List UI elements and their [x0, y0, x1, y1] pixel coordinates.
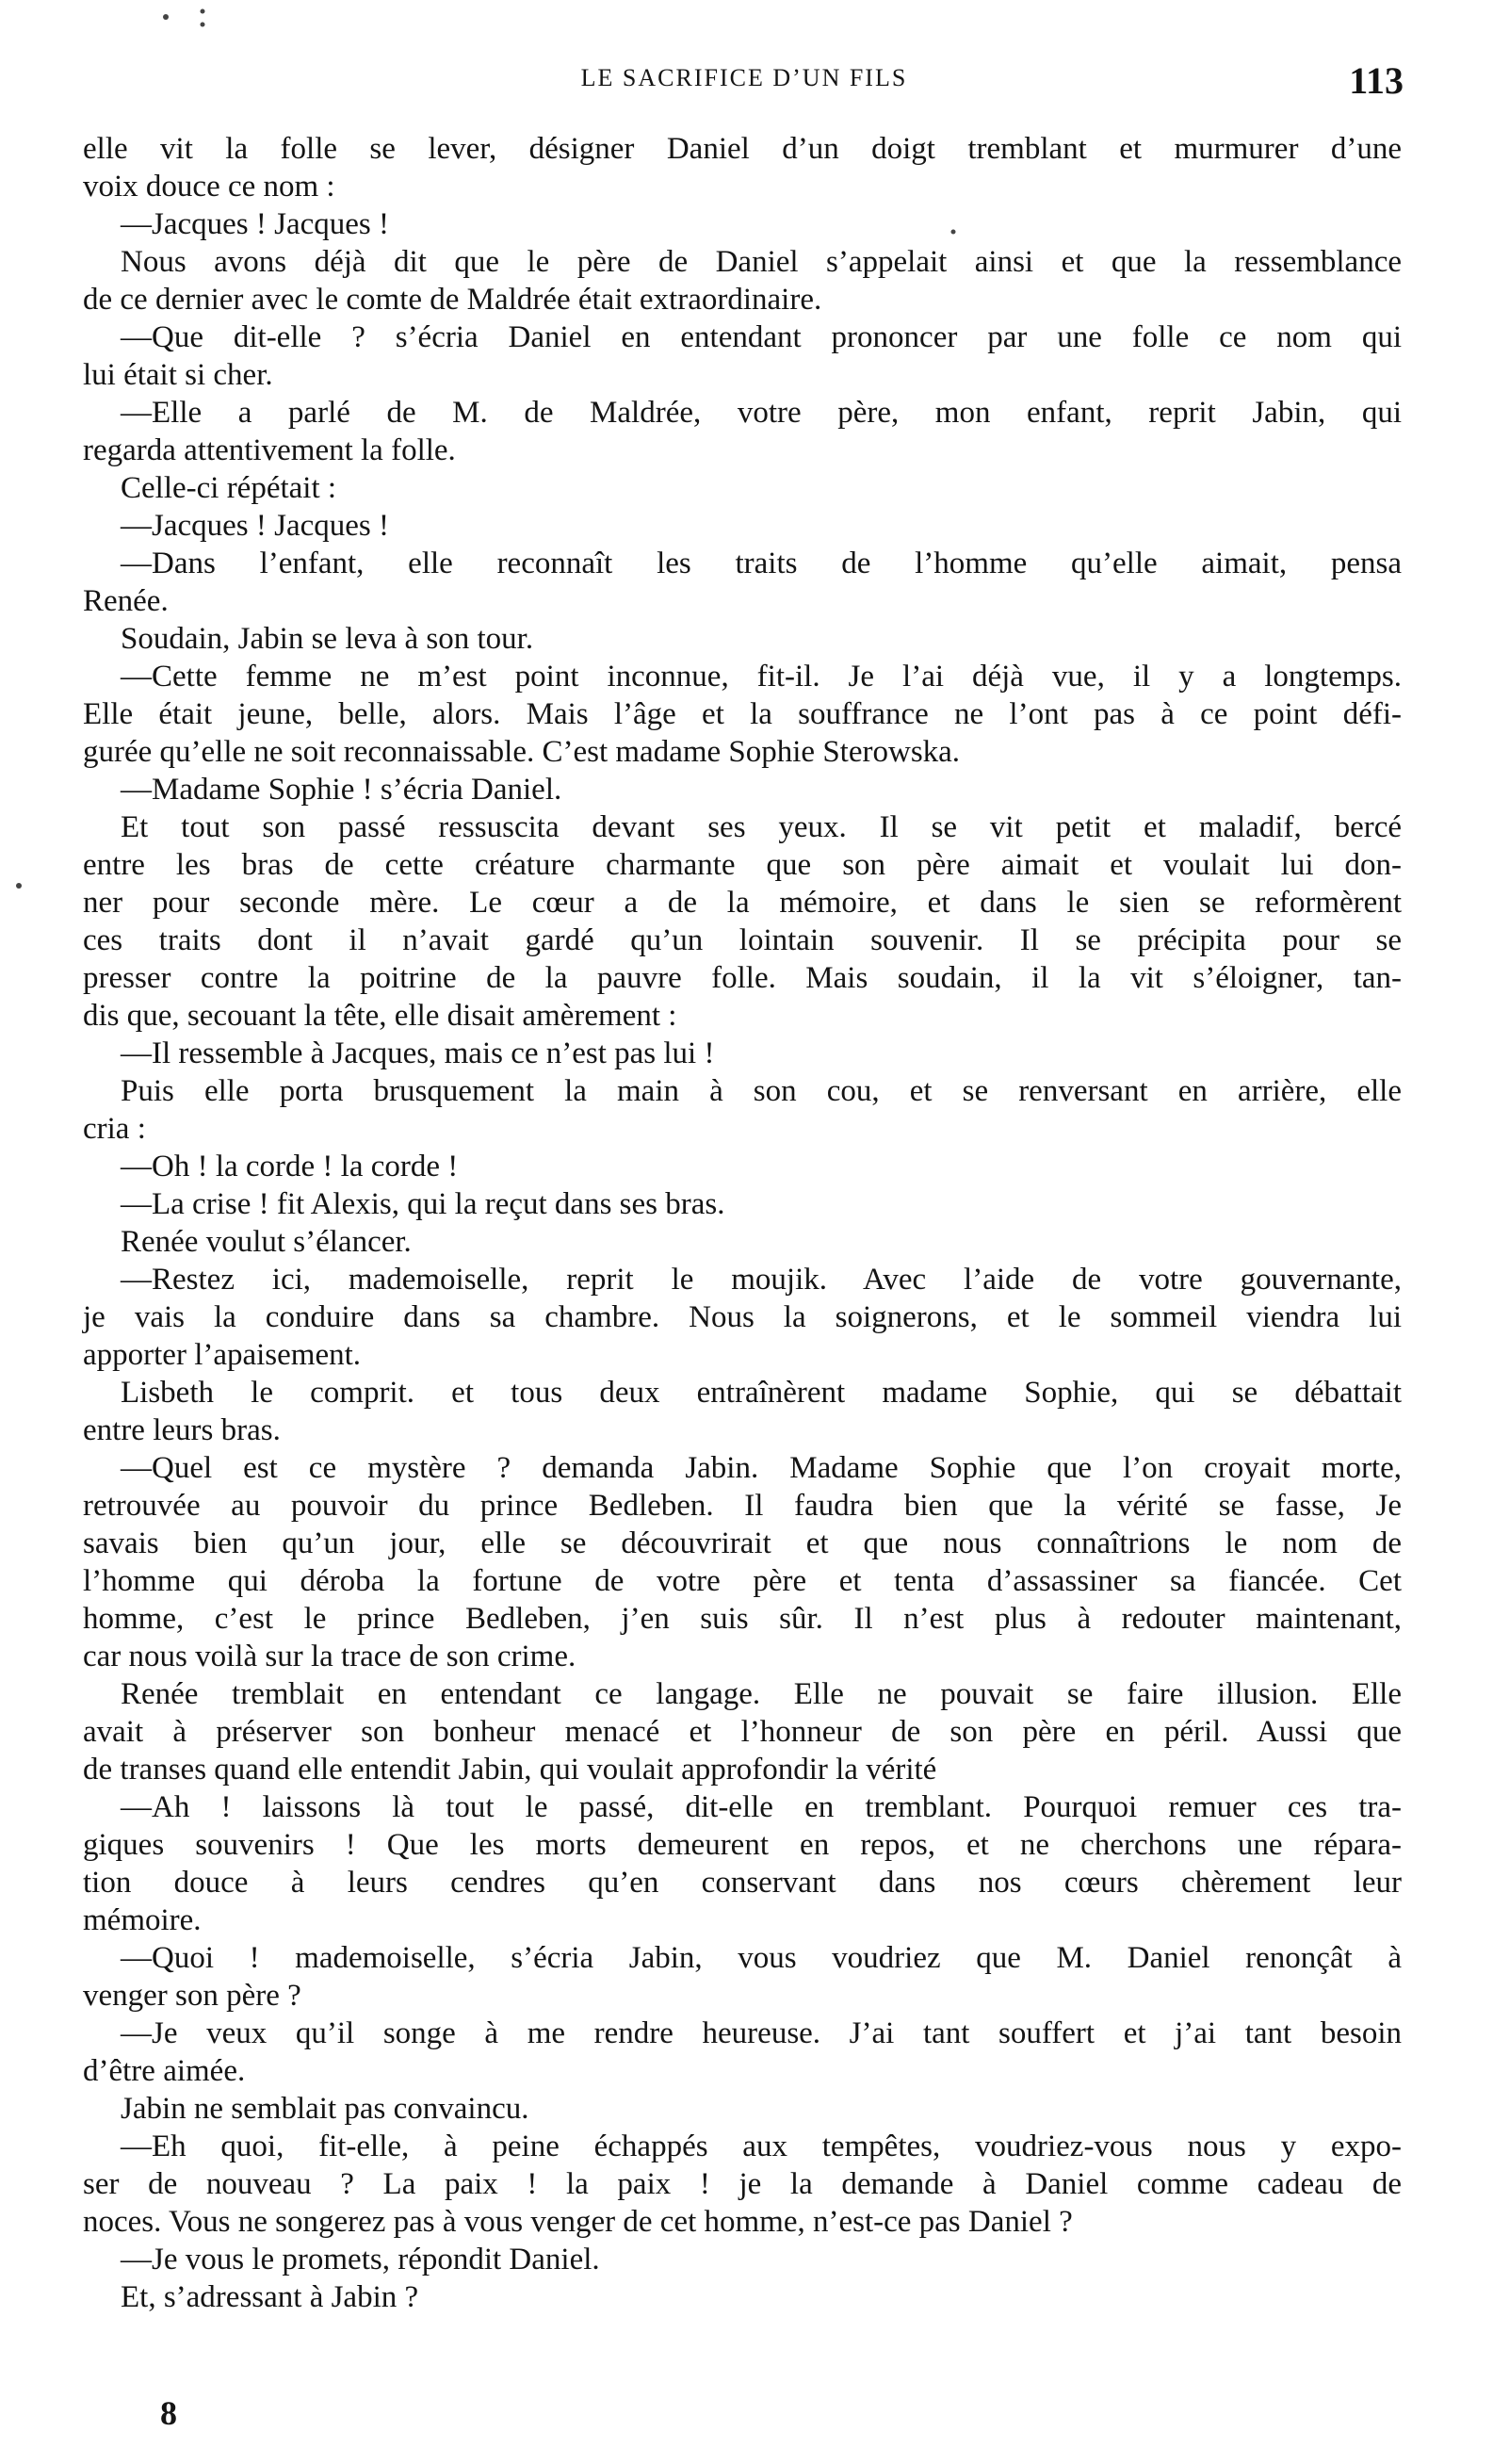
text-line: entre leurs bras.	[83, 1413, 281, 1447]
text-line: —Que dit-elle ? s’écria Daniel en entendant prononcer par une folle ce nom qui	[121, 320, 1402, 354]
text-line: car nous voilà sur la trace de son crime.	[83, 1640, 576, 1673]
text-line: Celle-ci répétait :	[121, 471, 337, 505]
text-line: Renée voulut s’élancer.	[121, 1225, 412, 1259]
ink-speck	[16, 883, 22, 889]
text-line: Jabin ne semblait pas convaincu.	[121, 2092, 529, 2126]
text-line: —Dans l’enfant, elle reconnaît les traits de l’homme qu’elle aimait, pensa	[121, 547, 1402, 580]
page-header	[85, 58, 1404, 107]
text-line: —Oh ! la corde ! la corde !	[121, 1150, 459, 1183]
text-line: —Je veux qu’il songe à me rendre heureuse. J’ai tant souffert et j’ai tant besoin	[121, 2016, 1402, 2050]
text-line: —Jacques ! Jacques !	[121, 207, 389, 241]
text-line: je vais la conduire dans sa chambre. Nous la soignerons, et le sommeil viendra lui	[83, 1300, 1402, 1334]
text-line: Puis elle porta brusquement la main à son cou, et se renversant en arrière, elle	[121, 1074, 1402, 1108]
text-line: gurée qu’elle ne soit reconnaissable. C’est madame Sophie Sterowska.	[83, 735, 961, 769]
text-line: voix douce ce nom :	[83, 170, 335, 204]
text-line: —Ah ! laissons là tout le passé, dit-elle en tremblant. Pourquoi remuer ces tra-	[121, 1790, 1402, 1824]
text-line: lui était si cher.	[83, 358, 273, 392]
text-line: d’être aimée.	[83, 2054, 246, 2088]
text-line: l’homme qui déroba la fortune de votre père et tenta d’assassiner sa fiancée. Cet	[83, 1564, 1402, 1598]
text-line: de ce dernier avec le comte de Maldrée était extraordinaire.	[83, 283, 822, 317]
text-line: —Elle a parlé de M. de Maldrée, votre père, mon enfant, reprit Jabin, qui	[121, 396, 1402, 430]
text-line: —La crise ! fit Alexis, qui la reçut dans ses bras.	[121, 1187, 725, 1221]
text-line: avait à préserver son bonheur menacé et l’honneur de son père en péril. Aussi que	[83, 1715, 1402, 1749]
text-line: —Restez ici, mademoiselle, reprit le moujik. Avec l’aide de votre gouvernante,	[121, 1263, 1402, 1297]
text-line: —Cette femme ne m’est point inconnue, fit-il. Je l’ai déjà vue, il y a longtemps.	[121, 660, 1402, 694]
text-line: —Il ressemble à Jacques, mais ce n’est pas lui !	[121, 1036, 715, 1070]
text-line: —Quel est ce mystère ? demanda Jabin. Madame Sophie que l’on croyait morte,	[121, 1451, 1402, 1485]
text-line: ser de nouveau ? La paix ! la paix ! je la demande à Daniel comme cadeau de	[83, 2167, 1402, 2201]
text-line: elle vit la folle se lever, désigner Daniel d’un doigt tremblant et murmurer d’une	[83, 132, 1402, 166]
text-line: presser contre la poitrine de la pauvre folle. Mais soudain, il la vit s’éloigner, tan-	[83, 961, 1402, 995]
text-line: giques souvenirs ! Que les morts demeurent en repos, et ne cherchons une répara-	[83, 1828, 1402, 1862]
text-line: entre les bras de cette créature charmante que son père aimait et voulait lui don-	[83, 848, 1402, 882]
text-line: —Quoi ! mademoiselle, s’écria Jabin, vous voudriez que M. Daniel renonçât à	[121, 1941, 1402, 1975]
text-line: —Eh quoi, fit-elle, à peine échappés aux tempêtes, voudriez-vous nous y expo-	[121, 2129, 1402, 2163]
text-line: Renée.	[83, 584, 169, 618]
text-line: dis que, secouant la tête, elle disait amèrement :	[83, 999, 677, 1033]
text-line: regarda attentivement la folle.	[83, 433, 456, 467]
text-line: ner pour seconde mère. Le cœur a de la mémoire, et dans le sien se reformèrent	[83, 886, 1402, 920]
text-line: Elle était jeune, belle, alors. Mais l’âge et la souffrance ne l’ont pas à ce point défi-	[83, 697, 1402, 731]
running-title: LE SACRIFICE D’UN FILS	[580, 64, 908, 91]
text-line: mémoire.	[83, 1903, 202, 1937]
signature-mark: 8	[160, 2394, 177, 2432]
text-line: noces. Vous ne songerez pas à vous venger de cet homme, n’est-ce pas Daniel ?	[83, 2205, 1073, 2239]
text-line: —Madame Sophie ! s’écria Daniel.	[121, 773, 562, 807]
text-line: Nous avons déjà dit que le père de Daniel s’appelait ainsi et que la ressemblance	[121, 245, 1402, 279]
page-number: 113	[1349, 59, 1404, 102]
text-line: venger son père ?	[83, 1979, 301, 2013]
text-line: retrouvée au pouvoir du prince Bedleben. Il faudra bien que la vérité se fasse, Je	[83, 1489, 1402, 1523]
text-line: —Jacques ! Jacques !	[121, 509, 389, 543]
text-line: tion douce à leurs cendres qu’en conservant dans nos cœurs chèrement leur	[83, 1866, 1402, 1900]
text-line: homme, c’est le prince Bedleben, j’en suis sûr. Il n’est plus à redouter maintenant,	[83, 1602, 1402, 1636]
text-line: de transes quand elle entendit Jabin, qui voulait approfondir la vérité	[83, 1753, 937, 1787]
text-line: ces traits dont il n’avait gardé qu’un lointain souvenir. Il se précipita pour se	[83, 923, 1402, 957]
text-line: savais bien qu’un jour, elle se découvrirait et que nous connaîtrions le nom de	[83, 1526, 1402, 1560]
text-line: Soudain, Jabin se leva à son tour.	[121, 622, 534, 656]
text-line: Et tout son passé ressuscita devant ses yeux. Il se vit petit et maladif, bercé	[121, 810, 1402, 844]
ink-speck	[163, 14, 169, 20]
ink-speck	[201, 9, 205, 14]
text-line: apporter l’apaisement.	[83, 1338, 362, 1372]
text-line: Et, s’adressant à Jabin ?	[121, 2280, 419, 2314]
text-line: Renée tremblait en entendant ce langage. Elle ne pouvait se faire illusion. Elle	[121, 1677, 1402, 1711]
text-line: cria :	[83, 1112, 146, 1146]
body-text	[83, 130, 1402, 2316]
text-line: —Je vous le promets, répondit Daniel.	[121, 2243, 600, 2276]
ink-speck	[201, 23, 205, 27]
text-line: Lisbeth le comprit. et tous deux entraînèrent madame Sophie, qui se débattait	[121, 1376, 1402, 1410]
